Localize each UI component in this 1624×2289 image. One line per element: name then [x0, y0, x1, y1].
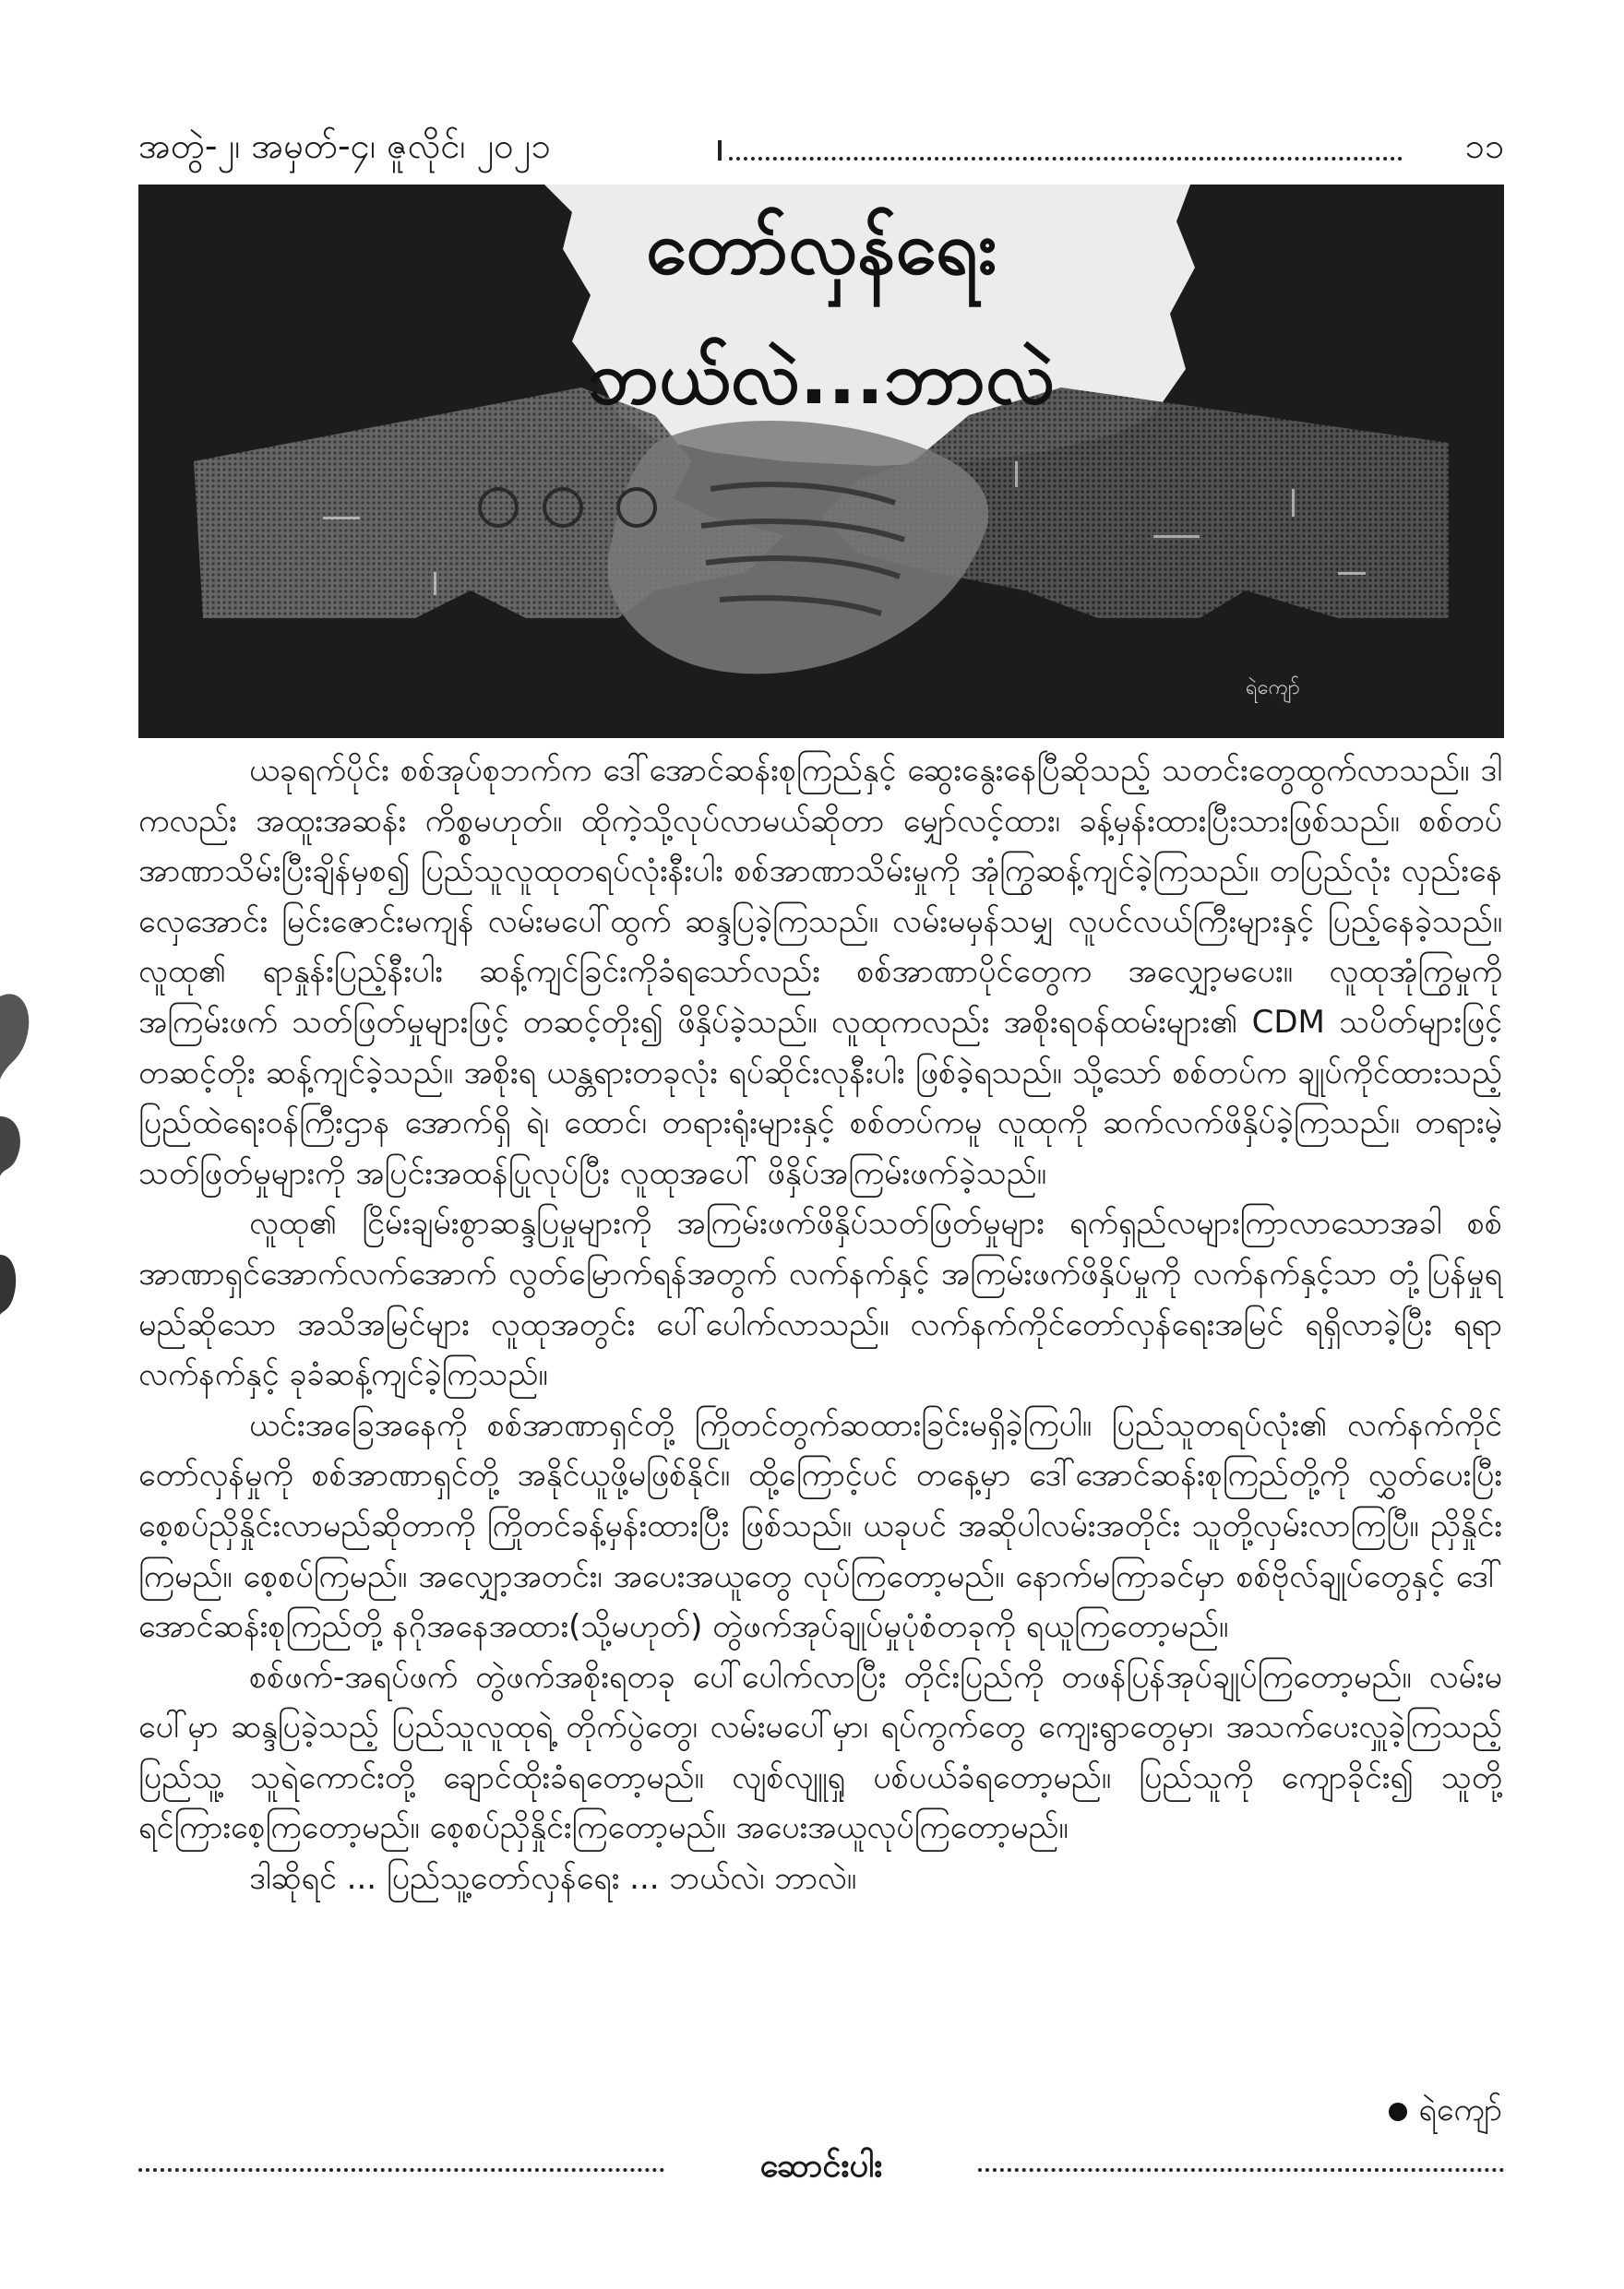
- banner-title-line1: တော်လှန်ရေး: [645, 205, 997, 291]
- running-header: [138, 118, 1504, 173]
- article-paragraph: ဒါဆိုရင် ... ပြည်သူ့တော်လှန်ရေး ... ဘယ်လဲ၊ ဘာလဲ။: [249, 1860, 857, 1898]
- author-name: ရဲကျော်: [1418, 2092, 1502, 2128]
- section-label: ဆောင်းပါး: [759, 2147, 883, 2185]
- bullet-icon: [1389, 2103, 1407, 2121]
- margin-bleed-mark: [0, 978, 37, 1329]
- author-byline: [1389, 2085, 1502, 2135]
- article-paragraph: လူထု၏ ငြိမ်းချမ်းစွာဆန္ဒပြမှုများကို အကြမ်းဖက်ဖိနှိပ်သတ်ဖြတ်မှုများ ရက်ရှည်လများကြာလာသောအခါ စစ်အာဏာရှင်အောက်လက်အောက် လွတ်မြောက်ရန်အတွက် လက်နက်နှင့် အကြမ်းဖက်ဖိနှိပ်မှုကို လက်နက်နှင့်သာ တုံ့ပြန်မှုရမည်ဆိုသော အသိအမြင်များ လူထုအတွင်း ပေါ်ပေါက်လာသည်။ လက်နက်ကိုင်တော်လှန်ရေးအမြင် ရရှိလာခဲ့ပြီး ရရာလက်နက်နှင့် ခုခံဆန့်ကျင်ခဲ့ကြသည်။: [138, 1205, 1502, 1394]
- page-footer: [138, 2140, 1504, 2196]
- issue-info: အတွဲ-၂၊ အမှတ်-၄၊ ဇူလိုင်၊ ၂၀၂၁: [138, 125, 551, 166]
- article-paragraph: စစ်ဖက်-အရပ်ဖက် တွဲဖက်အစိုးရတခု ပေါ်ပေါက်လာပြီး တိုင်းပြည်ကို တဖန်ပြန်အုပ်ချုပ်ကြတော့မည်။ လမ်းမပေါ်မှာ ဆန္ဒပြခဲ့သည့် ပြည်သူလူထုရဲ့ တိုက်ပွဲတွေ၊ လမ်းမပေါ်မှာ၊ ရပ်ကွက်တွေ ကျေးရွာတွေမှာ၊ အသက်ပေးလှူခဲ့ကြသည့် ပြည်သူ့ သူရဲကောင်းတို့ ချောင်ထိုးခံရတော့မည်။ လျစ်လျူရှု ပစ်ပယ်ခံရတော့မည်။ ပြည်သူကို ကျောခိုင်း၍ သူတို့ ရင်ကြားစေ့ကြတော့မည်။ စေ့စပ်ညှိနှိုင်းကြတော့မည်။ အပေးအယူလုပ်ကြတော့မည်။: [138, 1658, 1502, 1847]
- header-separator: [718, 140, 722, 161]
- page-number: ၁၁: [1464, 125, 1504, 166]
- article-body: [138, 745, 1502, 1904]
- article-banner: [138, 185, 1504, 738]
- footer-dotted-rule-right: [978, 2168, 1504, 2172]
- article-paragraph: ယင်းအခြေအနေကို စစ်အာဏာရှင်တို့ ကြိုတင်တွက်ဆထားခြင်းမရှိခဲ့ကြပါ။ ပြည်သူတရပ်လုံး၏ လက်နက်ကိုင်တော်လှန်မှုကို စစ်အာဏာရှင်တို့ အနိုင်ယူဖို့မဖြစ်နိုင်။ ထို့ကြောင့်ပင် တနေ့မှာ ဒေါ်အောင်ဆန်းစုကြည်တို့ကို လွှတ်ပေးပြီး စေ့စပ်ညှိနှိုင်းလာမည်ဆိုတာကို ကြိုတင်ခန့်မှန်းထားပြီး ဖြစ်သည်။ ယခုပင် အဆိုပါလမ်းအတိုင်း သူတို့လှမ်းလာကြပြီ။ ညှိနှိုင်းကြမည်။ စေ့စပ်ကြမည်။ အလျှော့အတင်း၊ အပေးအယူတွေ လုပ်ကြတော့မည်။ နောက်မကြာခင်မှာ စစ်ဗိုလ်ချုပ်တွေနှင့် ဒေါ်အောင်ဆန်းစုကြည်တို့ နဂိုအနေအထား(သို့မဟုတ်) တွဲဖက်အုပ်ချုပ်မှုပုံစံတခုကို ရယူကြတော့မည်။: [138, 1406, 1502, 1646]
- banner-title-line2: ဘယ်လဲ...ဘာလဲ: [588, 335, 1055, 421]
- artist-credit: ရဲကျော်: [1246, 676, 1300, 699]
- article-paragraph: ယခုရက်ပိုင်း စစ်အုပ်စုဘက်က ဒေါ်အောင်ဆန်းစုကြည်နှင့် ဆွေးနွေးနေပြီဆိုသည့် သတင်းတွေထွက်လာသည်။ ဒါကလည်း အထူးအဆန်း ကိစ္စမဟုတ်။ ထိုကဲ့သို့လုပ်လာမယ်ဆိုတာ မျှော်လင့်ထား၊ ခန့်မှန်းထားပြီးသားဖြစ်သည်။ စစ်တပ်အာဏာသိမ်းပြီးချိန်မှစ၍ ပြည်သူလူထုတရပ်လုံးနီးပါး စစ်အာဏာသိမ်းမှုကို အုံကြွဆန့်ကျင်ခဲ့ကြသည်။ တပြည်လုံး လှည်းနေလှေအောင်း မြင်းဇောင်းမကျန် လမ်းမပေါ်ထွက် ဆန္ဒပြခဲ့ကြသည်။ လမ်းမမှန်သမျှ လူပင်လယ်ကြီးများနှင့် ပြည့်နေခဲ့သည်။ လူထု၏ ရာနှုန်းပြည့်နီးပါး ဆန့်ကျင်ခြင်းကိုခံရသော်လည်း စစ်အာဏာပိုင်တွေက အလျှော့မပေး။ လူထုအုံကြွမှုကို အကြမ်းဖက် သတ်ဖြတ်မှုများဖြင့် တဆင့်တိုး၍ ဖိနှိပ်ခဲ့သည်။ လူထုကလည်း အစိုးရဝန်ထမ်းများ၏ CDM သပိတ်များဖြင့် တဆင့်တိုး ဆန့်ကျင်ခဲ့သည်။ အစိုးရ ယန္တရားတခုလုံး ရပ်ဆိုင်းလုနီးပါး ဖြစ်ခဲ့ရသည်။ သို့သော် စစ်တပ်က ချုပ်ကိုင်ထားသည့် ပြည်ထဲရေးဝန်ကြီးဌာန အောက်ရှိ ရဲ၊ ထောင်၊ တရားရုံးများနှင့် စစ်တပ်ကမူ လူထုကို ဆက်လက်ဖိနှိပ်ခဲ့ကြသည်။ တရားမဲ့ သတ်ဖြတ်မှုများကို အပြင်းအထန်ပြုလုပ်ပြီး လူထုအပေါ် ဖိနှိပ်အကြမ်းဖက်ခဲ့သည်။: [138, 752, 1502, 1192]
- header-dotted-rule: [729, 157, 1403, 161]
